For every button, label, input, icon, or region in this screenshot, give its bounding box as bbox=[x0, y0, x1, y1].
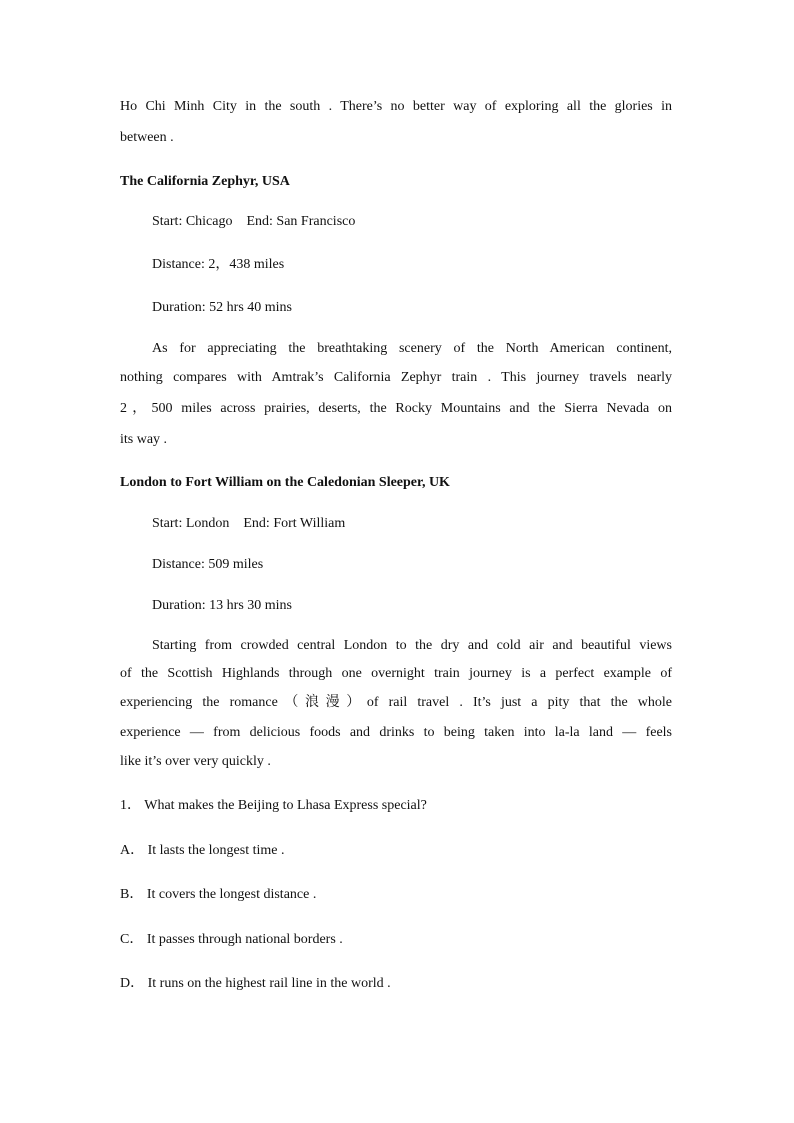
section-heading-caledonian-sleeper: London to Fort William on the Caledonian Sleeper, UK bbox=[120, 475, 450, 490]
caledonian-paragraph-line-4: experience — from delicious foods and drinks to being taken into la-la land — feels bbox=[120, 725, 672, 740]
caledonian-start-end: Start: London End: Fort William bbox=[152, 516, 346, 531]
zephyr-paragraph-line-2: nothing compares with Amtrak’s California Zephyr train . This journey travels nearly bbox=[120, 370, 672, 385]
caledonian-distance: Distance: 509 miles bbox=[152, 557, 264, 572]
caledonian-paragraph-line-5: like it’s over very quickly . bbox=[120, 754, 271, 769]
zephyr-paragraph-line-1: As for appreciating the breathtaking scenery of the North American continent, bbox=[152, 341, 672, 356]
caledonian-duration: Duration: 13 hrs 30 mins bbox=[152, 598, 292, 613]
question-stem: 1． What makes the Beijing to Lhasa Express special? bbox=[120, 798, 427, 813]
option-c: C． It passes through national borders . bbox=[120, 932, 343, 947]
option-a: A． It lasts the longest time . bbox=[120, 843, 285, 858]
caledonian-paragraph-line-1: Starting from crowded central London to the dry and cold air and beautiful views bbox=[152, 638, 672, 653]
zephyr-duration: Duration: 52 hrs 40 mins bbox=[152, 300, 292, 315]
option-d: D． It runs on the highest rail line in the world . bbox=[120, 976, 391, 991]
zephyr-paragraph-line-4: its way . bbox=[120, 432, 168, 447]
caledonian-paragraph-line-3: experiencing the romance（浪漫）of rail travel . It’s just a pity that the whole bbox=[120, 695, 672, 710]
zephyr-start-end: Start: Chicago End: San Francisco bbox=[152, 214, 356, 229]
zephyr-distance: Distance: 2，438 miles bbox=[152, 257, 285, 272]
caledonian-paragraph-line-2: of the Scottish Highlands through one overnight train journey is a perfect example of bbox=[120, 666, 672, 681]
intro-line-1: Ho Chi Minh City in the south . There’s no better way of exploring all the glories in bbox=[120, 99, 672, 114]
section-heading-california-zephyr: The California Zephyr, USA bbox=[120, 174, 290, 189]
zephyr-paragraph-line-3: 2，500 miles across prairies, deserts, the Rocky Mountains and the Sierra Nevada on bbox=[120, 401, 672, 416]
intro-line-2: between . bbox=[120, 130, 174, 145]
option-b: B． It covers the longest distance . bbox=[120, 887, 317, 902]
